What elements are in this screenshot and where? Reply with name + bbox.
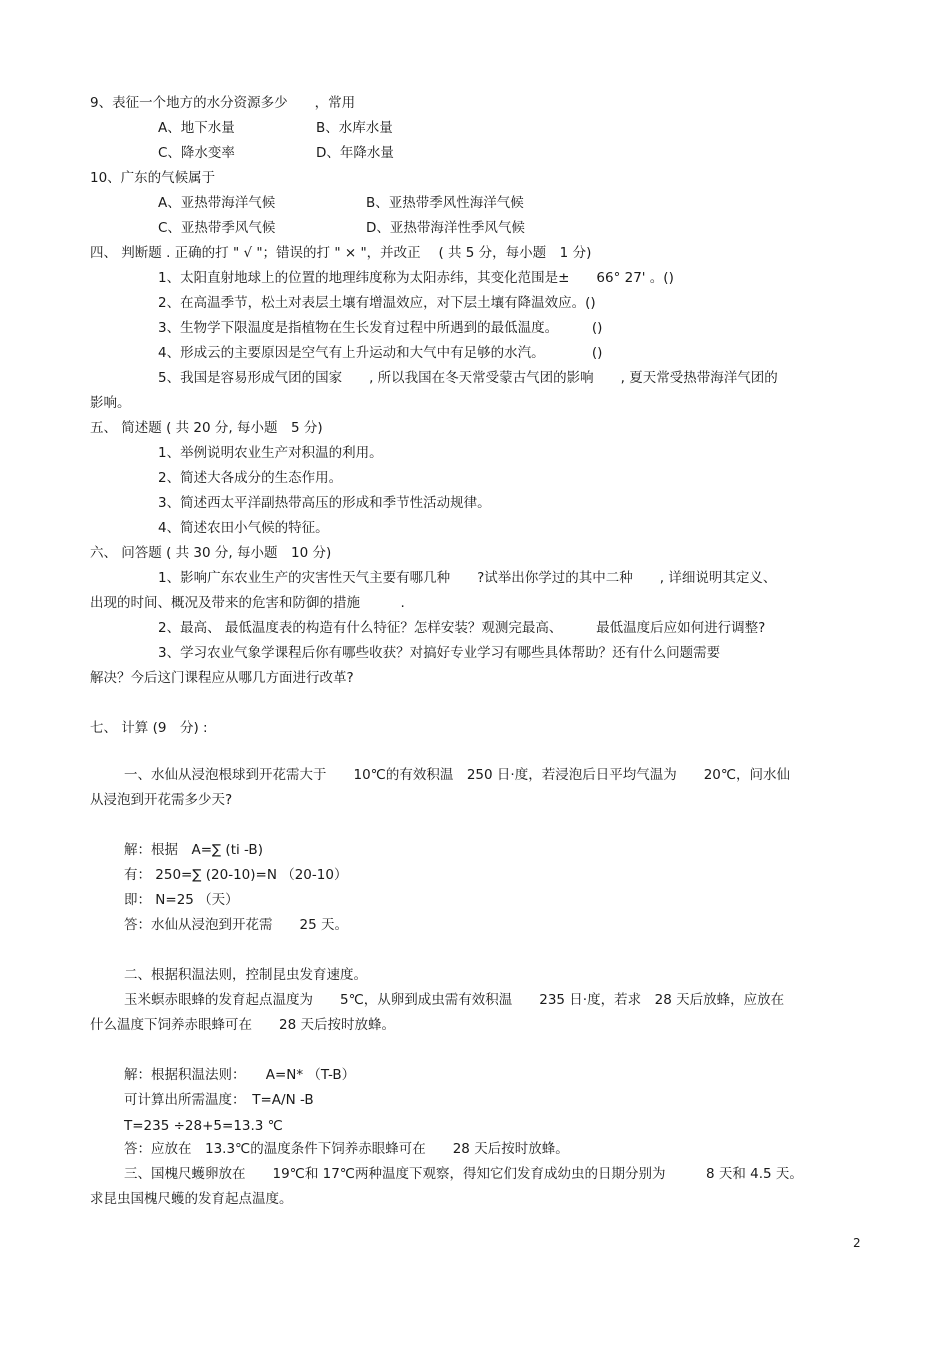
calc-problem-2-title: 二、根据积温法则，控制昆虫发育速度。 bbox=[124, 967, 367, 983]
calc-problem-1-line-2: 从浸泡到开花需多少天? bbox=[90, 792, 233, 808]
qa-item-1-line-2: 出现的时间、概况及带来的危害和防御的措施 . bbox=[90, 595, 405, 611]
judge-item-5: 5、我国是容易形成气团的国家 , 所以我国在冬天常受蒙古气团的影响 , 夏天常受热带海洋气团的 bbox=[158, 370, 778, 386]
calc-problem-2-line-1: 玉米螟赤眼蜂的发育起点温度为 5℃，从卵到成虫需有效积温 235 日·度，若求 28 天后放蜂，应放在 bbox=[124, 992, 785, 1008]
solution-1-step-2: 有： 250=∑ (20-10)=N （20-10） bbox=[124, 867, 348, 883]
judge-item-5-continued: 影响。 bbox=[90, 395, 131, 411]
qa-item-3-line-2: 解决？今后这门课程应从哪几方面进行改革? bbox=[90, 670, 354, 686]
solution-2-answer: 答：应放在 13.3℃的温度条件下饲养赤眼蜂可在 28 天后按时放蜂。 bbox=[124, 1141, 569, 1157]
qa-section-header: 六、 问答题 ( 共 30 分, 每小题 10 分) bbox=[90, 545, 332, 561]
qa-item-2: 2、最高、 最低温度表的构造有什么特征？怎样安装？观测完最高、 最低温度后应如何进行调整? bbox=[158, 620, 766, 636]
solution-2-step-2: 可计算出所需温度： T=A/N -B bbox=[124, 1092, 314, 1108]
q10-option-a: A、亚热带海洋气候 bbox=[158, 195, 276, 211]
judge-item-3: 3、生物学下限温度是指植物在生长发育过程中所遇到的最低温度。 () bbox=[158, 320, 603, 336]
calc-problem-1-line-1: 一、水仙从浸泡根球到开花需大于 10℃的有效积温 250 日·度，若浸泡后日平均气温为 20℃，问水仙 bbox=[124, 767, 791, 783]
solution-2-step-1: 解：根据积温法则： A=N* （T-B） bbox=[124, 1067, 356, 1083]
q9-option-b: B、水库水量 bbox=[316, 120, 393, 136]
solution-2-step-3: T=235 ÷28+5=13.3 ℃ bbox=[124, 1118, 283, 1134]
calc-problem-2-line-2: 什么温度下饲养赤眼蜂可在 28 天后按时放蜂。 bbox=[90, 1017, 395, 1033]
short-answer-section-header: 五、 简述题 ( 共 20 分, 每小题 5 分) bbox=[90, 420, 323, 436]
judge-section-header: 四、 判断题 . 正确的打 " √ "；错误的打 " × "，并改正 ( 共 5 分，每小题 1 分) bbox=[90, 245, 592, 261]
page-number: 2 bbox=[853, 1236, 861, 1250]
short-answer-item-1: 1、举例说明农业生产对积温的利用。 bbox=[158, 445, 383, 461]
judge-item-4: 4、形成云的主要原因是空气有上升运动和大气中有足够的水汽。 () bbox=[158, 345, 603, 361]
q9-option-c: C、降水变率 bbox=[158, 145, 235, 161]
question-10-stem: 10、广东的气候属于 bbox=[90, 170, 216, 186]
judge-item-1: 1、太阳直射地球上的位置的地理纬度称为太阳赤纬，其变化范围是± 66° 27' 。() bbox=[158, 270, 674, 286]
short-answer-item-4: 4、简述农田小气候的特征。 bbox=[158, 520, 329, 536]
judge-item-2: 2、在高温季节，松土对表层土壤有增温效应，对下层土壤有降温效应。() bbox=[158, 295, 596, 311]
solution-1-step-1: 解：根据 A=∑ (ti -B) bbox=[124, 842, 263, 858]
qa-item-3-line-1: 3、学习农业气象学课程后你有哪些收获？对搞好专业学习有哪些具体帮助？还有什么问题需要 bbox=[158, 645, 721, 661]
calc-problem-3-line-2: 求昆虫国槐尺蠖的发育起点温度。 bbox=[90, 1191, 293, 1207]
calc-section-header: 七、 计算 (9 分) : bbox=[90, 720, 208, 736]
q9-option-a: A、地下水量 bbox=[158, 120, 235, 136]
solution-1-step-3: 即： N=25 （天） bbox=[124, 892, 239, 908]
short-answer-item-3: 3、简述西太平洋副热带高压的形成和季节性活动规律。 bbox=[158, 495, 491, 511]
q9-option-d: D、年降水量 bbox=[316, 145, 394, 161]
qa-item-1-line-1: 1、影响广东农业生产的灾害性天气主要有哪几种 ?试举出你学过的其中二种 , 详细说明其定义、 bbox=[158, 570, 777, 586]
q10-option-d: D、亚热带海洋性季风气候 bbox=[366, 220, 525, 236]
q10-option-b: B、亚热带季风性海洋气候 bbox=[366, 195, 524, 211]
q10-option-c: C、亚热带季风气候 bbox=[158, 220, 276, 236]
calc-problem-3-line-1: 三、国槐尺蠖卵放在 19℃和 17℃两种温度下观察，得知它们发育成幼虫的日期分别为 8 天和 4.5 天。 bbox=[124, 1166, 803, 1182]
short-answer-item-2: 2、简述大各成分的生态作用。 bbox=[158, 470, 343, 486]
question-9-stem: 9、表征一个地方的水分资源多少 ，常用 bbox=[90, 95, 356, 111]
solution-1-answer: 答：水仙从浸泡到开花需 25 天。 bbox=[124, 917, 348, 933]
